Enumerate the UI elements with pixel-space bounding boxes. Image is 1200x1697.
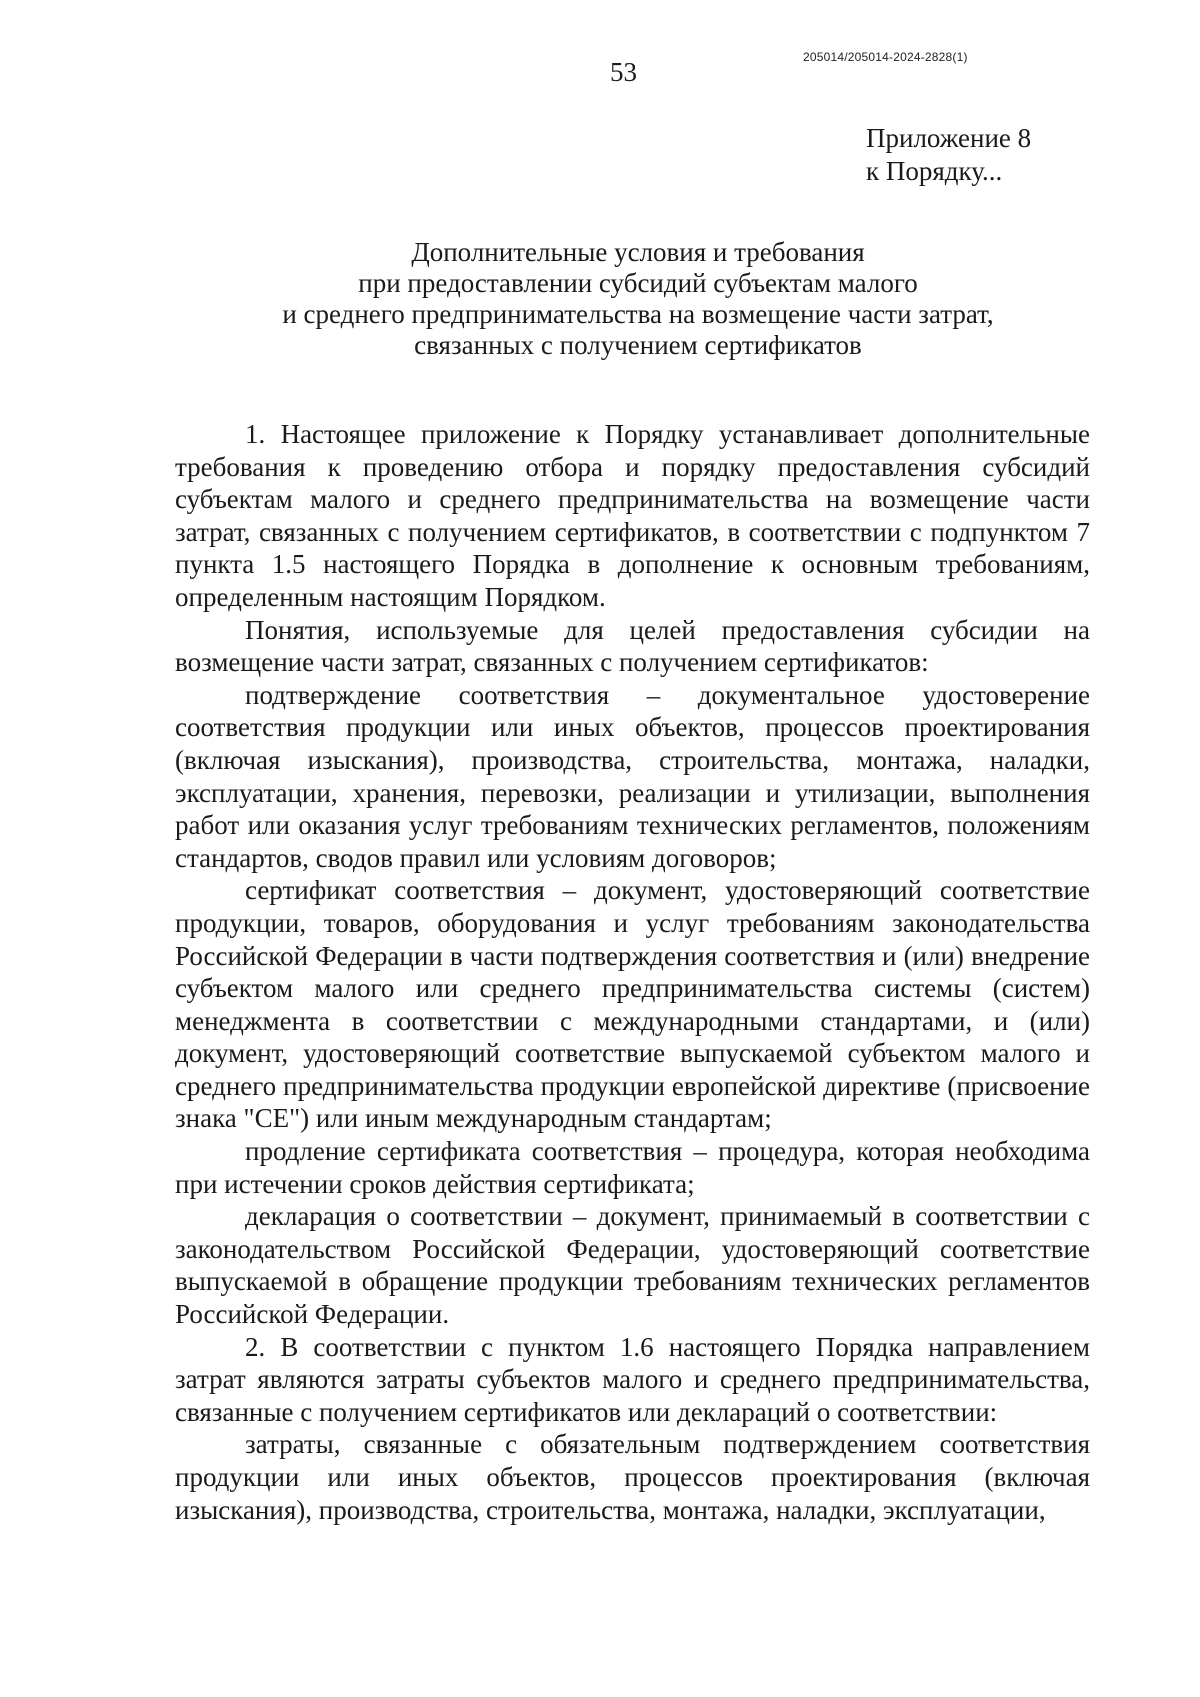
appendix-reference — [866, 122, 1031, 188]
title-line: и среднего предпринимательства на возмещение части затрат, — [282, 299, 994, 329]
paragraph: 1. Настоящее приложение к Порядку устанавливает дополнительные требования к проведению отбора и порядку предоставления субсидий субъектам малого и среднего предпринимательства на возмещение части затрат, связанных с получением сертификатов, в соответствии с подпунктом 7 пункта 1.5 настоящего Порядка в дополнение к основным требованиям, определенным настоящим Порядком. — [175, 419, 1090, 612]
appendix-line: к Порядку... — [866, 156, 1003, 186]
body-text — [175, 418, 1090, 1526]
page-number: 53 — [610, 57, 637, 87]
paragraph: 2. В соответствии с пунктом 1.6 настоящего Порядка направлением затрат являются затраты субъектов малого и среднего предпринимательства, связанные с получением сертификатов или деклараций о соответствии: — [175, 1331, 1090, 1427]
paragraph: продление сертификата соответствия – процедура, которая необходима при истечении сроков действия сертификата; — [175, 1136, 1090, 1199]
paragraph: сертификат соответствия – документ, удостоверяющий соответствие продукции, товаров, оборудования и услуг требованиям законодательства Российской Федерации в части подтверждения соответствия и (или) внедрение субъектом малого или среднего предпринимательства системы (систем) менеджмента в соответствии с международными стандартами, и (или) документ, удостоверяющий соответствие выпускаемой субъектом малого и среднего предпринимательства продукции европейской директиве (присвоение знака "CE") или иным международным стандартам; — [175, 875, 1090, 1134]
document-title — [178, 237, 1098, 361]
paragraph: подтверждение соответствия – документальное удостоверение соответствия продукции или иных объектов, процессов проектирования (включая изыскания), производства, строительства, монтажа, наладки, эксплуатации, хранения, перевозки, реализации и утилизации, выполнения работ или оказания услуг требованиям технических регламентов, положениям стандартов, сводов правил или условиям договоров; — [175, 679, 1090, 873]
paragraph: затраты, связанные с обязательным подтверждением соответствия продукции или иных объектов, процессов проектирования (включая изыскания), производства, строительства, монтажа, наладки, эксплуатации, — [175, 1429, 1090, 1525]
title-line: при предоставлении субсидий субъектам малого — [358, 268, 918, 298]
appendix-line: Приложение 8 — [866, 123, 1032, 153]
paragraph: декларация о соответствии – документ, принимаемый в соответствии с законодательством Российской Федерации, удостоверяющий соответствие выпускаемой в обращение продукции требованиям технических регламентов Российской Федерации. — [175, 1201, 1090, 1330]
paragraph: Понятия, используемые для целей предоставления субсидии на возмещение части затрат, связанных с получением сертификатов: — [175, 614, 1090, 678]
title-line: связанных с получением сертификатов — [414, 330, 862, 360]
document-id: 205014/205014-2024-2828(1) — [803, 50, 968, 64]
title-line: Дополнительные условия и требования — [411, 237, 865, 267]
